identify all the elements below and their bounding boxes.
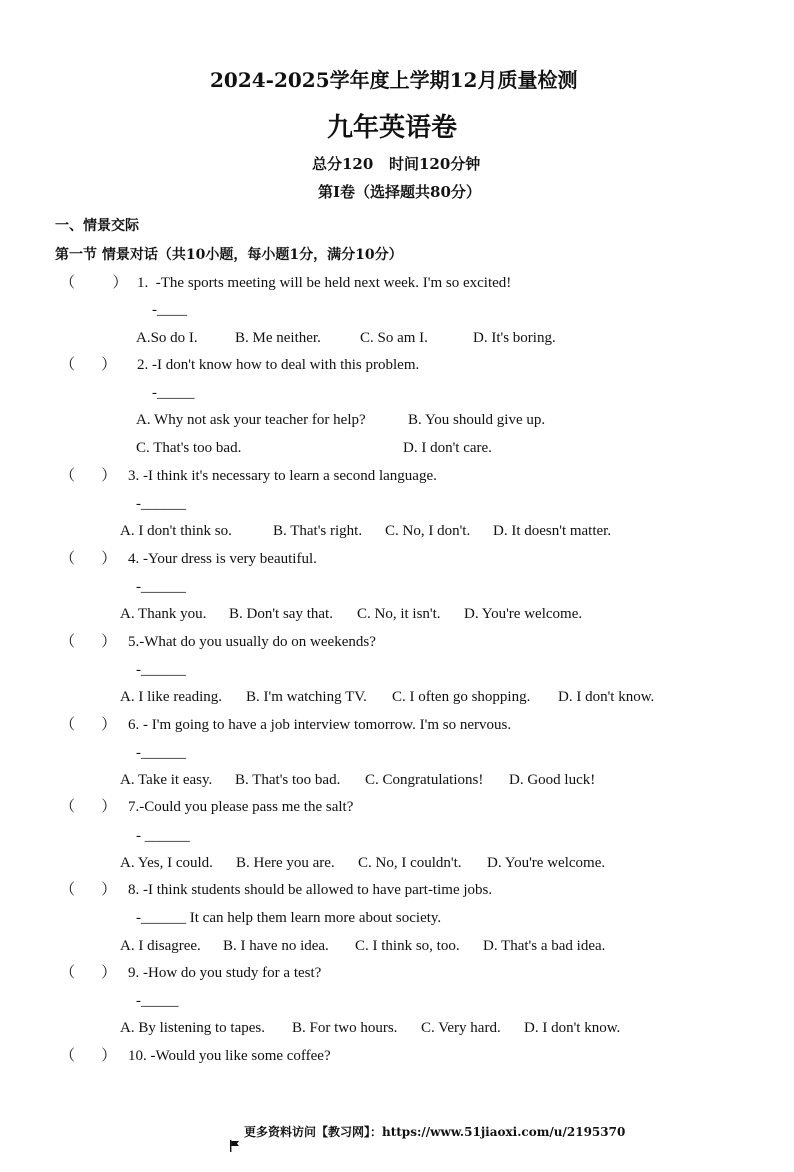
question-paren: （ ）: [60, 634, 117, 650]
option-a: A. I disagree.: [120, 938, 201, 954]
option-c: C. No, I couldn't.: [358, 855, 462, 871]
question-paren: （ ）: [60, 357, 117, 373]
option-a: A.So do I.: [136, 330, 198, 346]
footer-text: 更多资料访问【教习网】：https://www.51jiaoxi.com/u/2195370: [244, 1125, 626, 1139]
option-b: B. You should give up.: [408, 412, 546, 428]
volume-title: 第Ⅰ卷（选择题共80分）: [318, 183, 481, 201]
option-a: A. Yes, I could.: [120, 855, 213, 871]
question-paren: （ ）: [60, 551, 117, 567]
option-a: A. Thank you.: [120, 606, 207, 622]
question-stem: 7.-Could you please pass me the salt?: [128, 799, 354, 815]
question-paren: （ ）: [60, 965, 117, 981]
option-c: C. No, I don't.: [385, 523, 471, 539]
option-c: C. Very hard.: [421, 1020, 501, 1036]
option-b: B. Me neither.: [235, 330, 321, 346]
question-stem: 3. -I think it's necessary to learn a second language.: [128, 468, 437, 484]
footer-link[interactable]: [205, 1108, 625, 1172]
question-stem: 8. -I think students should be allowed to have part-time jobs.: [128, 882, 493, 898]
flag-icon: [213, 1124, 240, 1172]
option-a: A. Why not ask your teacher for help?: [136, 412, 366, 428]
option-c: C. No, it isn't.: [357, 606, 441, 622]
option-c: C. Congratulations!: [365, 772, 484, 788]
answer-blank: -______ It can help them learn more about society.: [136, 910, 442, 926]
question-paren: （ ）: [60, 1048, 117, 1064]
exam-title: 2024-2025学年度上学期12月质量检测: [210, 68, 578, 92]
question-paren: （ ）: [60, 799, 117, 815]
question-stem: 4. -Your dress is very beautiful.: [128, 551, 317, 567]
option-c: C. So am I.: [360, 330, 428, 346]
answer-blank: -______: [136, 662, 186, 678]
option-a: A. By listening to tapes.: [120, 1020, 265, 1036]
score-time: 总分120 时间120分钟: [312, 155, 481, 173]
part-heading: 第一节 情景对话（共10小题，每小题1分，满分10分）: [55, 247, 403, 263]
question-stem: 9. -How do you study for a test?: [128, 965, 322, 981]
answer-blank: -______: [136, 496, 186, 512]
question-paren: （ ）: [60, 275, 128, 291]
question-paren: （ ）: [60, 717, 117, 733]
option-b: B. Don't say that.: [229, 606, 333, 622]
answer-blank: - ______: [136, 828, 190, 844]
answer-blank: -____: [152, 302, 187, 318]
answer-blank: -_____: [152, 385, 195, 401]
option-d: D. Good luck!: [509, 772, 596, 788]
question-stem: 10. -Would you like some coffee?: [128, 1048, 331, 1064]
question-stem: 2. -I don't know how to deal with this problem.: [137, 357, 420, 373]
option-b: B. That's too bad.: [235, 772, 341, 788]
exam-subject: 九年英语卷: [327, 113, 458, 143]
option-a: A. I like reading.: [120, 689, 223, 705]
question-paren: （ ）: [60, 468, 117, 484]
option-b: B. That's right.: [273, 523, 363, 539]
section-heading: 一、情景交际: [55, 218, 139, 234]
option-c: C. I think so, too.: [355, 938, 460, 954]
option-d: D. I don't know.: [524, 1020, 621, 1036]
option-d: D. I don't care.: [403, 440, 492, 456]
answer-blank: -_____: [136, 993, 179, 1009]
question-stem: 1. -The sports meeting will be held next week. I'm so excited!: [137, 275, 512, 291]
option-d: D. It's boring.: [473, 330, 556, 346]
option-b: B. For two hours.: [292, 1020, 398, 1036]
question-stem: 5.-What do you usually do on weekends?: [128, 634, 376, 650]
answer-blank: -______: [136, 579, 186, 595]
option-d: D. That's a bad idea.: [483, 938, 606, 954]
answer-blank: -______: [136, 745, 186, 761]
option-d: D. You're welcome.: [487, 855, 606, 871]
option-c: C. I often go shopping.: [392, 689, 531, 705]
option-a: A. I don't think so.: [120, 523, 232, 539]
option-b: B. I'm watching TV.: [246, 689, 367, 705]
option-c: C. That's too bad.: [136, 440, 242, 456]
option-d: D. You're welcome.: [464, 606, 583, 622]
option-b: B. Here you are.: [236, 855, 335, 871]
option-a: A. Take it easy.: [120, 772, 213, 788]
option-d: D. It doesn't matter.: [493, 523, 612, 539]
option-d: D. I don't know.: [558, 689, 655, 705]
option-b: B. I have no idea.: [223, 938, 329, 954]
question-paren: （ ）: [60, 882, 117, 898]
question-stem: 6. - I'm going to have a job interview tomorrow. I'm so nervous.: [128, 717, 512, 733]
